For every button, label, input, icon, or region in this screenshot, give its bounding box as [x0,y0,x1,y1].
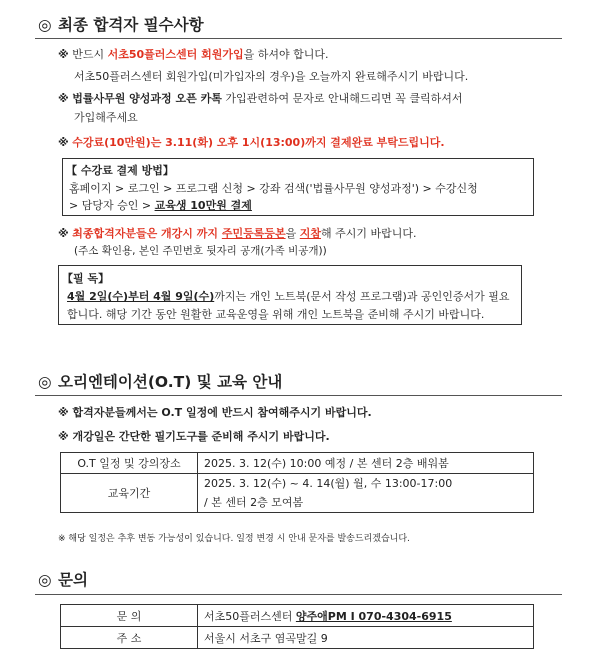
orientation-note-2: ※ 개강일은 간단한 필기도구를 준비해 주시기 바랍니다. [58,430,330,443]
table-row: 주 소 서울시 서초구 염곡말길 9 [61,627,534,649]
circle-marker-icon: ◎ [38,571,52,589]
orientation-note-1: ※ 합격자분들께서는 O.T 일정에 반드시 참여해주시기 바랍니다. [58,406,372,419]
payment-steps-line2: > 담당자 승인 > 교육생 10만원 결제 [69,199,252,212]
circle-marker-icon: ◎ [38,16,52,34]
requirement-signup: ※ 반드시 서초50플러스센터 회원가입을 하셔야 합니다. [58,48,329,61]
section-heading-contact [38,568,88,590]
resident-register-note: (주소 확인용, 본인 주민번호 뒷자리 공개(가족 비공개)) [74,245,327,257]
section-title: 최종 합격자 필수사항 [58,16,204,34]
contact-table [60,604,534,649]
circle-marker-icon: ◎ [38,373,52,391]
payment-box-title: 【 수강료 결제 방법】 [66,164,174,177]
table-row: O.T 일정 및 강의장소 2025. 3. 12(수) 10:00 예정 / 본 센터 2층 배워봄 [61,453,534,474]
requirement-kakao: ※ 법률사무원 양성과정 오픈 카톡 가입관련하여 문자로 안내해드리면 꼭 클릭하셔서 [58,92,463,105]
table-row: 문 의 서초50플러스센터 양주애PM I 070-4304-6915 [61,605,534,627]
section-heading-orientation [38,370,282,392]
section-divider [35,594,562,595]
notice-box-title: 【필 독】 [62,272,110,285]
notice-line2: 합니다. 해당 기간 동안 원활한 교육운영을 위해 개인 노트북을 준비해 주시기 바랍니다. [67,308,485,321]
contact-address: 서울시 서초구 염곡말길 9 [198,627,534,649]
payment-method-box [62,158,534,216]
requirement-resident-register: ※ 최종합격자분들은 개강시 까지 주민등록등본을 지참해 주시기 바랍니다. [58,227,417,240]
tuition-deadline: 수강료(10만원)는 3.11(화) 오후 1시(13:00)까지 결제완료 부탁드립니다. [72,136,445,149]
payment-steps-line1: 홈페이지 > 로그인 > 프로그램 신청 > 강좌 검색('법률사무원 양성과정') > 수강신청 [69,182,478,195]
schedule-footnote: ※ 해당 일정은 추후 변동 가능성이 있습니다. 일정 변경 시 안내 문자를 발송드리겠습니다. [58,534,410,544]
signup-emphasis: 서초50플러스센터 회원가입 [107,48,244,61]
schedule-table [60,452,534,513]
signup-detail: 서초50플러스센터 회원가입(미가입자의 경우)을 오늘까지 완료해주시기 바랍니다. [74,70,469,83]
notice-box [58,265,522,325]
kakao-emphasis: 법률사무원 양성과정 오픈 카톡 [72,92,222,105]
section-heading-requirements [38,13,204,35]
kakao-detail: 가입해주세요 [74,111,138,124]
section-title: 문의 [58,571,88,589]
requirement-tuition: ※ 수강료(10만원)는 3.11(화) 오후 1시(13:00)까지 결제완료 부탁드립니다. [58,136,445,149]
notice-line1: 4월 2일(수)부터 4월 9일(수)까지는 개인 노트북(문서 작성 프로그램)과 공인인증서가 필요 [67,290,510,303]
section-divider [35,38,562,39]
section-divider [35,395,562,396]
contact-phone: 양주애PM I 070-4304-6915 [295,609,452,623]
table-row: 교육기간 2025. 3. 12(수) ~ 4. 14(월) 월, 수 13:00-17:00 / 본 센터 2층 모여봄 [61,474,534,513]
section-title: 오리엔테이션(O.T) 및 교육 안내 [58,373,283,391]
